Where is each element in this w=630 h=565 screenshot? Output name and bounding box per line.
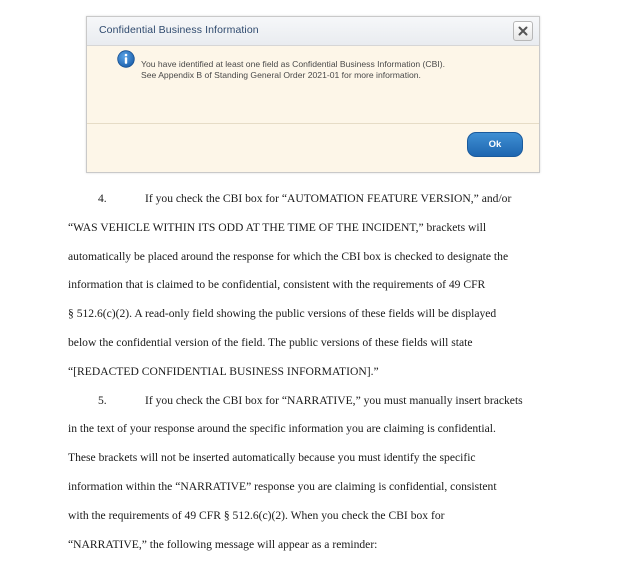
paragraph-text: If you check the CBI box for “NARRATIVE,” you must manually insert brackets (145, 393, 523, 407)
dialog-message (141, 59, 445, 80)
paragraph-line: “WAS VEHICLE WITHIN ITS ODD AT THE TIME OF THE INCIDENT,” brackets will (68, 220, 487, 234)
paragraph-line: information within the “NARRATIVE” response you are claiming is confidential, consistent (68, 479, 497, 493)
paragraph-number: 4. (98, 192, 107, 205)
paragraph-line: § 512.6(c)(2). A read-only field showing the public versions of these fields will be displayed (68, 307, 497, 321)
paragraph-line: “NARRATIVE,” the following message will appear as a reminder: (68, 537, 378, 551)
paragraph-line: in the text of your response around the specific information you are claiming is confidential. (68, 422, 496, 436)
paragraph-4 (68, 185, 568, 387)
cbi-dialog (86, 16, 540, 173)
paragraph-line: with the requirements of 49 CFR § 512.6(c)(2). When you check the CBI box for (68, 508, 445, 522)
dialog-message-line: See Appendix B of Standing General Order 2021-01 for more information. (141, 69, 421, 80)
paragraph-line: below the confidential version of the field. The public versions of these fields will state (68, 335, 473, 349)
paragraph-line: These brackets will not be inserted automatically because you must identify the specific (68, 451, 476, 465)
info-icon (117, 50, 135, 68)
paragraph-5 (68, 387, 568, 560)
paragraph-line (68, 387, 568, 416)
paragraph-number: 5. (98, 393, 107, 407)
dialog-title: Confidential Business Information (99, 24, 259, 36)
close-icon (518, 26, 528, 36)
close-button[interactable] (513, 21, 533, 41)
paragraph-line: “[REDACTED CONFIDENTIAL BUSINESS INFORMATION].” (68, 364, 379, 378)
dialog-titlebar (87, 17, 539, 46)
paragraph-line: automatically be placed around the response for which the CBI box is checked to designate the (68, 249, 509, 263)
document-body (68, 185, 568, 559)
paragraph-line: information that is claimed to be confidential, consistent with the requirements of 49 CFR (68, 278, 486, 292)
paragraph-text: If you check the CBI box for “AUTOMATION FEATURE VERSION,” and/or (145, 192, 512, 205)
ok-button[interactable]: Ok (467, 132, 523, 157)
paragraph-line (68, 185, 568, 214)
dialog-divider (87, 123, 539, 124)
dialog-message-line: You have identified at least one field as Confidential Business Information (CBI). (141, 59, 445, 69)
